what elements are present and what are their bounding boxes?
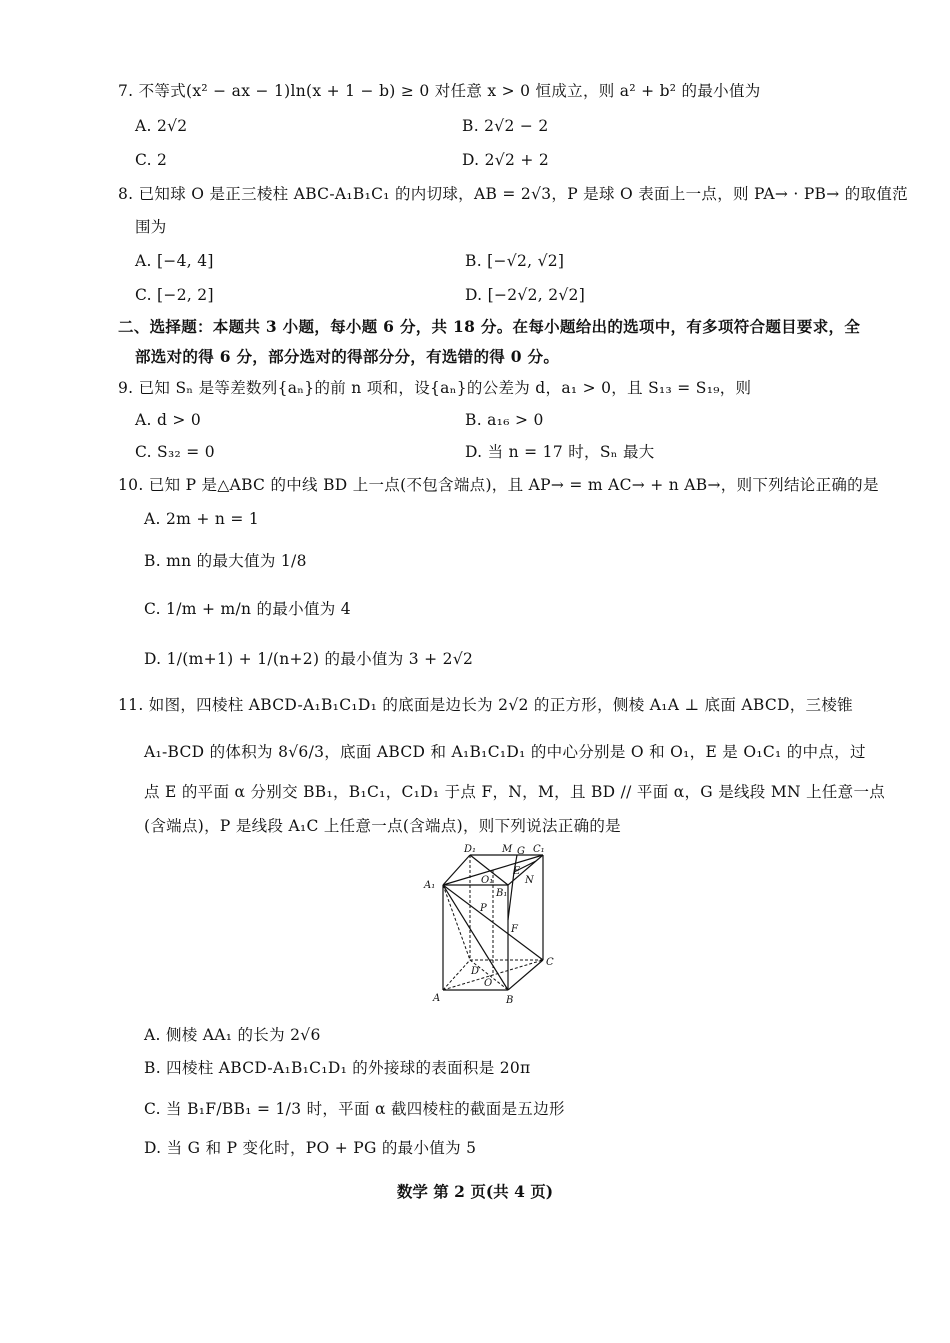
q8-stem-line1: 8. 已知球 O 是正三棱柱 ABC-A₁B₁C₁ 的内切球，AB = 2√3，P 是球 O 表面上一点，则 PA→ · PB→ 的取值范 [118, 185, 908, 203]
q11-stem-line3: 点 E 的平面 α 分别交 BB₁，B₁C₁，C₁D₁ 于点 F，N，M，且 BD // 平面 α，G 是线段 MN 上任意一点 [144, 783, 886, 801]
q8-stem-line2: 围为 [135, 218, 167, 236]
q7-option-b: B. 2√2 − 2 [462, 117, 549, 135]
q8-option-b: B. [−√2, √2] [465, 252, 565, 270]
label-e: E [513, 866, 521, 877]
label-d: D [471, 966, 480, 977]
label-b: B [506, 995, 514, 1006]
q7-option-a: A. 2√2 [135, 117, 188, 135]
edge-ad-hidden [443, 960, 470, 990]
label-c1: C₁ [533, 844, 545, 855]
q9-option-a: A. d > 0 [135, 411, 202, 429]
label-d1: D₁ [464, 844, 477, 855]
q7-option-d: D. 2√2 + 2 [462, 151, 550, 169]
label-b1: B₁ [496, 888, 508, 899]
label-n: N [525, 875, 534, 886]
edge-bc [508, 960, 543, 990]
label-f: F [511, 924, 518, 935]
label-o: O [484, 978, 493, 989]
q9-option-d: D. 当 n = 17 时，Sₙ 最大 [465, 443, 655, 461]
label-c: C [546, 957, 554, 968]
diag-ac-hidden [443, 960, 543, 990]
q8-option-c: C. [−2, 2] [135, 286, 214, 304]
prism-figure [418, 840, 568, 1010]
section2-heading-line2: 部选对的得 6 分，部分选对的得部分分，有选错的得 0 分。 [135, 347, 560, 366]
q11-stem-line2: A₁-BCD 的体积为 8√6/3，底面 ABCD 和 A₁B₁C₁D₁ 的中心分别是 O 和 O₁，E 是 O₁C₁ 的中点，过 [144, 743, 866, 761]
q9-stem: 9. 已知 Sₙ 是等差数列{aₙ}的前 n 项和，设{aₙ}的公差为 d，a₁ > 0，且 S₁₃ = S₁₉，则 [118, 379, 752, 397]
q7-option-c: C. 2 [135, 151, 168, 169]
page-footer: 数学 第 2 页(共 4 页) [396, 1182, 554, 1201]
q11-stem-line1: 11. 如图，四棱柱 ABCD-A₁B₁C₁D₁ 的底面是边长为 2√2 的正方形，侧棱 A₁A ⊥ 底面 ABCD，三棱锥 [118, 696, 853, 714]
q8-option-a: A. [−4, 4] [135, 252, 214, 270]
q11-stem-line4: (含端点)，P 是线段 A₁C 上任意一点(含端点)，则下列说法正确的是 [144, 817, 621, 835]
q9-option-c: C. S₃₂ = 0 [135, 443, 215, 461]
label-m: M [502, 844, 513, 855]
q8-option-d: D. [−2√2, 2√2] [465, 286, 586, 304]
q10-option-d: D. 1/(m+1) + 1/(n+2) 的最小值为 3 + 2√2 [144, 650, 474, 668]
label-p: P [480, 903, 487, 914]
q11-option-d: D. 当 G 和 P 变化时，PO + PG 的最小值为 5 [144, 1139, 477, 1157]
q10-option-a: A. 2m + n = 1 [144, 510, 260, 528]
label-a1: A₁ [424, 880, 436, 891]
q11-option-a: A. 侧棱 AA₁ 的长为 2√6 [144, 1026, 321, 1044]
label-g: G [517, 846, 525, 857]
label-o1: O₁ [481, 875, 494, 886]
q11-option-c: C. 当 B₁F/BB₁ = 1/3 时，平面 α 截四棱柱的截面是五边形 [144, 1100, 565, 1118]
label-a: A [433, 993, 441, 1004]
q10-stem: 10. 已知 P 是△ABC 的中线 BD 上一点(不包含端点)，且 AP→ = m AC→ + n AB→，则下列结论正确的是 [118, 476, 879, 494]
section2-heading-line1: 二、选择题：本题共 3 小题，每小题 6 分，共 18 分。在每小题给出的选项中，有多项符合题目要求，全 [118, 317, 861, 336]
q10-option-b: B. mn 的最大值为 1/8 [144, 552, 307, 570]
q9-option-b: B. a₁₆ > 0 [465, 411, 544, 429]
q7-stem: 7. 不等式(x² − ax − 1)ln(x + 1 − b) ≥ 0 对任意 x > 0 恒成立，则 a² + b² 的最小值为 [118, 82, 761, 100]
cut-f [508, 872, 514, 920]
q10-option-c: C. 1/m + m/n 的最小值为 4 [144, 600, 351, 618]
q11-option-b: B. 四棱柱 ABCD-A₁B₁C₁D₁ 的外接球的表面积是 20π [144, 1059, 531, 1077]
